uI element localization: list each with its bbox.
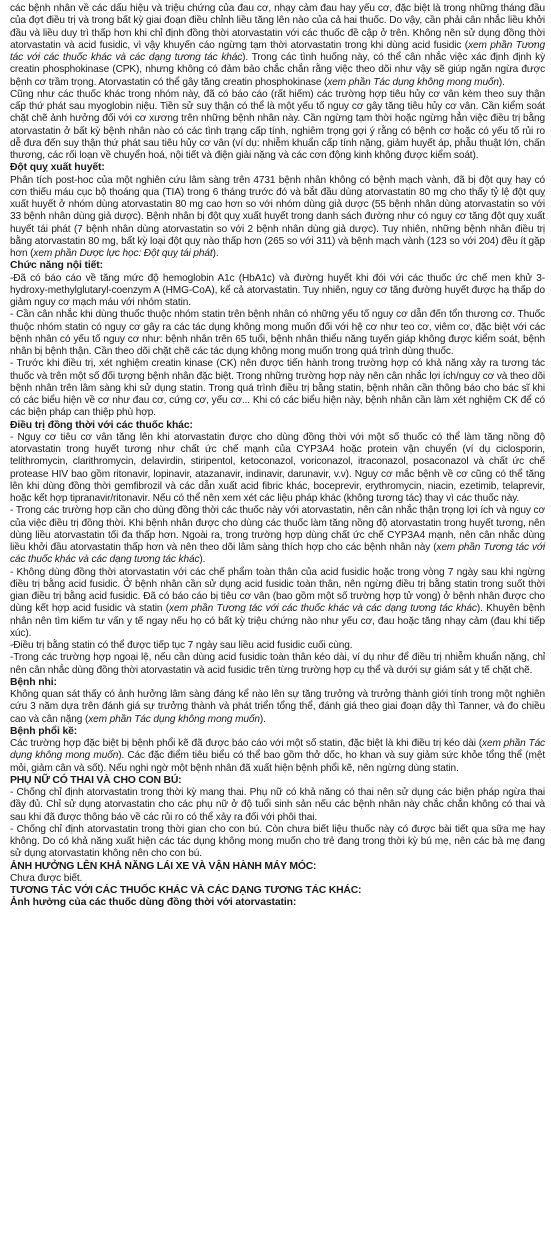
paragraph-text: -Trong các trường hợp ngoại lệ, nếu cần dùng acid fusidic toàn thân kéo dài, ví dụ như để điều trị nhiễm khuẩn nặng, chỉ nên cân nhắc dùng đồng thời atorvastatin và acid fusidic trên từng trường hợp cụ thể và dưới sự giám sát y tế chặt chẽ.: [10, 652, 545, 676]
section-heading: ẢNH HƯỞNG LÊN KHẢ NĂNG LÁI XE VÀ VẬN HÀNH MÁY MÓC:: [10, 860, 317, 872]
paragraph-text: Chưa được biết.: [10, 872, 83, 884]
body-paragraph: [10, 3, 545, 89]
paragraph-text: ).: [212, 248, 219, 259]
paragraph-text: - Nguy cơ tiêu cơ vân tăng lên khi atorvastatin được cho dùng đồng thời với một số thuốc có thể làm tăng nồng độ atorvastatin trong huyết tương như chất ức chế mạnh của CYP3A4 hoặc protein vận chuyển (ví dụ ciclosporin, telithromycin, clarithromycin, delavirdin, stiripentol, ketoconazol, voriconazol, itraconazol, posaconazol và chất ức chế protease HIV bao gồm ritonavir, lopinavir, atazanavir, indinavir, darunavir, v.v). Nguy cơ mắc bệnh về cơ cũng có thể tăng lên khi dùng đồng thời gemfibrozil và các dẫn xuất acid fibric khác, boceprevir, erythromycin, niacin, ezetimib, telaprevir, hoặc kết hợp tipranavir/ritonavir. Nếu có thể nên xem xét các liệu pháp khác (không tương tác) thay vì các thuốc này.: [10, 431, 545, 504]
section-heading: Ảnh hưởng của các thuốc dùng đồng thời với atorvastatin:: [10, 897, 297, 909]
body-paragraph: [10, 432, 545, 506]
body-paragraph: [10, 873, 545, 885]
paragraph-text: Không quan sát thấy có ảnh hưởng lâm sàng đáng kể nào lên sự tăng trưởng và trưởng thành giới tính trong một nghiên cứu 3 năm dựa trên đánh giá sự trưởng thành và phát triển tổng thể, đánh giá theo giai đoạn dậy thì Tanner, và đo chiều cao và cân nặng (: [10, 689, 545, 725]
paragraph-text: - Chống chỉ định atorvastatin trong thời gian cho con bú. Còn chưa biết liệu thuốc này có được bài tiết qua sữa mẹ hay không. Do có khả năng xuất hiện các tác dụng không mong muốn cho trẻ đang trong thời kỳ bú mẹ, nên các bà mẹ đang sử dụng atorvastatin không nên cho con bú.: [10, 823, 545, 860]
cross-reference: xem phần Tương tác với các thuốc khác và các dạng tương tác khác: [169, 603, 477, 615]
paragraph-text: các bệnh nhân về các dấu hiệu và triệu chứng của đau cơ, nhạy cảm đau hay yếu cơ, đặc biệt là trong những tháng đầu của đợt điều trị và trong bất kỳ giai đoạn điều chỉnh liều tăng lên nào của cả hai thuốc. Do vậy, cần phải cân nhắc liều khởi đầu và liều duy trì thấp hơn khi chỉ định đồng thời atorvastatin với các thuốc đề cập ở trên. Không nên sử dụng đồng thời atorvastatin và acid fusidic, vì vậy khuyến cáo ngừng tạm thời atorvastatin trong khi dùng acid fusidic (: [10, 3, 545, 51]
paragraph-text: - Không dùng đồng thời atorvastatin với các chế phẩm toàn thân của acid fusidic hoặc trong vòng 7 ngày sau khi ngừng điều trị bằng acid fusidic. Ở bệnh nhân cần sử dụng acid fusidic toàn thân, nên ngừng điều trị bằng statin trong suốt thời gian điều trị bằng acid fusidic. Đã có báo cáo bị tiêu cơ vân (bao gồm một số trường hợp tử vong) ở bệnh nhân được cho dùng kết hợp acid fusidic và statin (: [10, 566, 545, 615]
paragraph-text: -Đã có báo cáo về tăng mức độ hemoglobin A1c (HbA1c) và đường huyết khi đói với các thuốc ức chế men khử 3-hydroxy-methylglutaryl-coenzym A (HMG-CoA), kể cả atorvastatin. Tuy nhiên, nguy cơ tăng đường huyết được hạ thấp do giảm nguy cơ mạch máu với nhóm statin.: [10, 272, 545, 308]
body-paragraph: [10, 358, 545, 419]
paragraph-text: ).: [498, 76, 505, 88]
paragraph-text: Các trường hợp đặc biệt bị bệnh phổi kẽ đã được báo cáo với một số statin, đặc biệt là khi điều trị kéo dài (: [10, 738, 483, 749]
body-paragraph: [10, 738, 545, 775]
body-paragraph: [10, 640, 545, 652]
section-heading: TƯƠNG TÁC VỚI CÁC THUỐC KHÁC VÀ CÁC DẠNG TƯƠNG TÁC KHÁC:: [10, 885, 362, 896]
body-paragraph: [10, 787, 545, 824]
paragraph-text: ).: [199, 554, 206, 566]
section-heading: Điều trị đồng thời với các thuốc khác:: [10, 419, 193, 431]
body-paragraph: [10, 652, 545, 677]
cross-reference: xem phần Tương tác với các thuốc khác và các dạng tương tác khác: [10, 542, 545, 566]
paragraph-text: -Điều trị bằng statin có thể được tiếp tục 7 ngày sau liều acid fusidic cuối cùng.: [10, 640, 353, 651]
paragraph-text: ). Khuyên bệnh nhân nên tìm kiếm tư vấn y tế ngay nếu họ có bất kỳ triệu chứng nào như yếu cơ, đau hoặc tăng nhạy cảm (đau khi tiếp xúc).: [10, 603, 545, 639]
paragraph-text: ). Các đặc điểm tiêu biểu có thể bao gồm thở dốc, ho khan và suy giảm sức khỏe tổng thể (mệt mỏi, giảm cân và sốt). Nếu nghi ngờ một bệnh nhân đã xuất hiện bệnh phổi kẽ, nên ngừng dùng statin.: [10, 750, 546, 774]
body-paragraph: [10, 505, 545, 566]
body-paragraph: [10, 824, 545, 861]
section-heading: Chức năng nội tiết:: [10, 260, 103, 272]
cross-reference: xem phần Tương tác với các thuốc khác và các dạng tương tác khác: [10, 39, 545, 63]
paragraph-text: Cũng như các thuốc khác trong nhóm này, đã có báo cáo (rất hiếm) các trường hợp tiêu hủy cơ vân kèm theo suy thận cấp thứ phát sau myoglobin niệu. Tiền sử suy thận có thể là một yếu tố nguy cơ gây tăng tiêu hủy cơ vân. Cần kiểm soát chặt chẽ ảnh hưởng đối với cơ xương trên những bệnh nhân này. Cần ngừng tạm thời hoặc ngừng hẳn việc điều trị bằng atorvastatin ở bất kỳ bệnh nhân nào có các tình trạng cấp tính, nghiêm trọng gợi ý rằng có bệnh cơ hoặc có yếu tố rủi ro dễ đưa đến suy thận thứ phát sau tiêu hủy cơ vân (ví dụ: nhiễm khuẩn cấp tính nặng, giảm huyết áp, phẫu thuật lớn, chấn thương, các rối loạn về chuyển hoá, nội tiết và điện giải nặng và các cơn động kinh không được kiểm soát).: [10, 88, 545, 161]
cross-reference: xem phần Tác dụng không mong muốn: [327, 76, 499, 88]
section-heading: Bệnh nhi:: [10, 676, 57, 688]
body-paragraph: [10, 689, 545, 726]
cross-reference: xem phần Tác dụng không mong muốn: [88, 713, 260, 725]
section-heading: Bệnh phổi kẽ:: [10, 725, 78, 737]
section-heading: Đột quỵ xuất huyết:: [10, 162, 105, 174]
paragraph-text: - Chống chỉ định atorvastatin trong thời kỳ mang thai. Phụ nữ có khả năng có thai nên sử dụng các biện pháp ngừa thai đầy đủ. Chỉ sử dụng atorvastatin cho các phụ nữ ở độ tuổi sinh sản nếu các bệnh nhân này chắc chắn không có thai và sau khi đã được thông báo về các rủi ro có thể xảy ra đối với phôi thai.: [10, 787, 545, 823]
cross-reference: xem phần Dược lực học: Đột quỵ tái phát: [33, 248, 213, 259]
paragraph-text: - Trong các trường hợp cần cho dùng đồng thời các thuốc này với atorvastatin, nên cân nhắc thận trọng lợi ích và nguy cơ của việc điều trị đồng thời. Khi bệnh nhân được cho dùng các thuốc làm tăng nồng độ atorvastatin trong huyết tương, nên dùng liều atorvastatin tối đa thấp hơn. Ngoài ra, trong trường hợp dùng chất ức chế CYP3A4 mạnh, nên cân nhắc dùng liều khởi đầu atorvastatin thấp hơn và nên theo dõi lâm sàng thích hợp cho các bệnh nhân này (: [10, 505, 545, 553]
body-paragraph: [10, 175, 545, 261]
paragraph-text: Phân tích post-hoc của một nghiên cứu lâm sàng trên 4731 bệnh nhân không có bệnh mạch vành, đã bị đột quỵ hay có cơn thiếu máu cục bộ thoáng qua (TIA) trong 6 tháng trước đó và bắt đầu dùng atorvastatin 80 mg cho thấy tỷ lệ đột quỵ xuất huyết ở nhóm dùng atorvastatin 80 mg cao hơn so với nhóm dùng giả dược (55 bệnh nhân dùng atorvastatin so với 33 bệnh nhân dùng giả dược). Bệnh nhân bị đột quỵ xuất huyết trong danh sách đường như có nguy cơ tăng đột quỵ xuất huyết tái phát (7 bệnh nhân dùng atorvastatin so với 2 bệnh nhân dùng giả dược). Tuy nhiên, những bệnh nhân điều trị bằng atorvastatin 80 mg, bất kỳ loại đột quỵ nào thấp hơn (265 so với 311) và bệnh mạch vành (123 so với 204) đều ít gặp hơn (: [10, 174, 545, 259]
paragraph-text: ).: [259, 713, 266, 725]
body-paragraph: [10, 309, 545, 358]
body-paragraph: [10, 89, 545, 163]
paragraph-text: - Cần cân nhắc khi dùng thuốc thuộc nhóm statin trên bệnh nhân có những yếu tố nguy cơ dẫn đến tổn thương cơ. Thuốc thuộc nhóm statin có nguy cơ gây ra các tác dụng không mong muốn đối với hệ cơ như teo cơ, viêm cơ, đặc biệt với các bệnh nhân có yếu tố nguy cơ như: bệnh nhân trên 65 tuổi, bệnh nhân thiểu năng tuyến giáp không được kiểm soát, bệnh nhân bị bệnh thận. Cần theo dõi chặt chẽ các tác dụng không mong muốn trong quá trình dùng thuốc.: [10, 309, 545, 357]
paragraph-text: ). Trong các tình huống này, có thể cân nhắc việc xác định định kỳ creatin phosphokinase (CPK), nhưng không có đảm bảo chắc chắn rằng việc theo dõi như vậy sẽ giúp ngăn ngừa được bệnh cơ trầm trọng. Atorvastatin có thể gây tăng creatin phosphokinase (: [10, 52, 545, 88]
section-heading: PHỤ NỮ CÓ THAI VÀ CHO CON BÚ:: [10, 774, 182, 786]
body-paragraph: [10, 567, 545, 641]
body-paragraph: [10, 273, 545, 310]
cross-reference: xem phần Tác dụng không mong muốn: [10, 738, 545, 762]
paragraph-text: - Trước khi điều trị, xét nghiệm creatin kinase (CK) nên được tiến hành trong trường hợp có khả năng xảy ra tương tác thuốc và trên một số đối tượng bệnh nhân đặc biệt. Trong những trường hợp này nên cân nhắc lợi ích/nguy cơ và theo dõi bệnh nhân trên lâm sàng khi sử dụng statin. Trong quá trình điều trị bằng statin, bệnh nhân cần thông báo cho bác sĩ khi có các biểu hiện về cơ như đau cơ, cứng cơ, yếu cơ... Khi có các biểu hiện này, bệnh nhân cần làm xét nghiệm CK để có các biện pháp can thiệp phù hợp.: [10, 358, 545, 419]
